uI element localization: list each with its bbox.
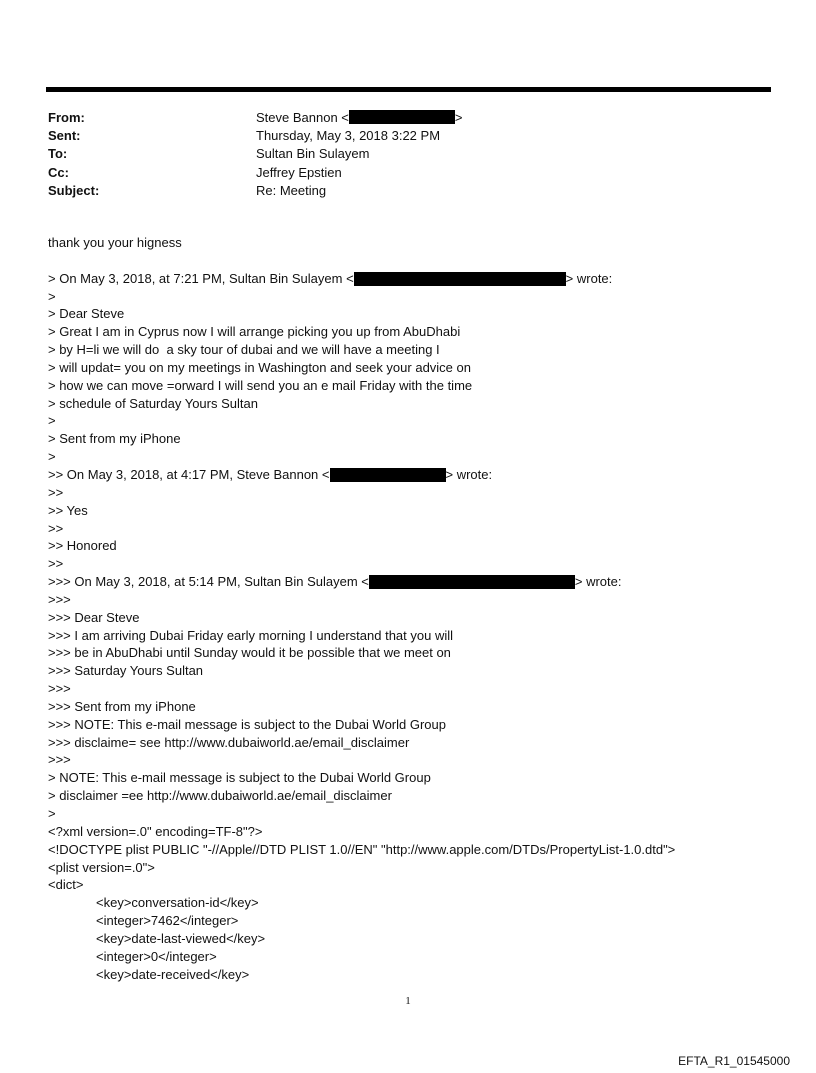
cc-row: [48, 163, 768, 181]
blank-line: [48, 252, 788, 270]
quote-header-2: [48, 466, 788, 484]
quote-header-2-end: > wrote:: [445, 466, 493, 482]
from-close: >: [454, 109, 463, 125]
body-line: >>> disclaime= see http://www.dubaiworld.ae/email_disclaimer: [48, 734, 410, 750]
body-line: >>> be in AbuDhabi until Sunday would it be possible that we meet on: [48, 645, 451, 661]
body-line: >: [48, 449, 56, 465]
body-line: > disclaimer =ee http://www.dubaiworld.ae/email_disclaimer: [48, 788, 392, 804]
xml-line: <integer>0</integer>: [96, 948, 217, 964]
sent-row: [48, 126, 768, 144]
quote-header-1: [48, 270, 788, 288]
from-row: [48, 108, 768, 126]
body-line: >>> Saturday Yours Sultan: [48, 663, 204, 679]
xml-line: <dict>: [48, 877, 84, 893]
subject-row: [48, 182, 768, 200]
redaction-box: [369, 575, 575, 589]
body-line: >>> Dear Steve: [48, 609, 140, 625]
body-line: >>: [48, 556, 64, 572]
body-line: >> Yes: [48, 502, 88, 518]
xml-line: <integer>7462</integer>: [96, 913, 239, 929]
subject-value: Re: Meeting: [256, 183, 327, 199]
body-line: >>: [48, 484, 64, 500]
page-number: 1: [405, 995, 411, 1007]
body-line: >: [48, 806, 56, 821]
body-line: > Dear Steve: [48, 306, 125, 322]
body-line: >>> I am arriving Dubai Friday early morning I understand that you will: [48, 627, 453, 643]
redaction-box: [354, 272, 566, 286]
quote-header-1-end: > wrote:: [565, 270, 613, 286]
body-line: >>>: [48, 681, 71, 697]
body-line: > will updat= you on my meetings in Washington and seek your advice on: [48, 359, 471, 375]
to-value: Sultan Bin Sulayem: [256, 146, 370, 162]
cc-label: Cc:: [48, 164, 69, 180]
body-line: >: [48, 413, 56, 429]
quote-header-3-text: >>> On May 3, 2018, at 5:14 PM, Sultan Bin Sulayem <: [48, 574, 369, 590]
quote-header-2-text: >> On May 3, 2018, at 4:17 PM, Steve Bannon <: [48, 466, 330, 482]
body-line: >>> Sent from my iPhone: [48, 698, 196, 714]
xml-line: <key>conversation-id</key>: [96, 895, 259, 911]
greeting: thank you your higness: [48, 235, 182, 250]
quote-header-3: [48, 573, 788, 591]
body-line: > Great I am in Cyprus now I will arrange picking you up from AbuDhabi: [48, 324, 461, 340]
header-rule: [46, 87, 771, 92]
to-row: [48, 145, 768, 163]
body-line: >: [48, 288, 56, 304]
quote-header-1-text: > On May 3, 2018, at 7:21 PM, Sultan Bin Sulayem <: [48, 270, 354, 286]
body-line: >>>: [48, 752, 71, 768]
body-line: > schedule of Saturday Yours Sultan: [48, 395, 258, 411]
xml-line: <plist version=.0">: [48, 859, 155, 875]
from-label: From:: [48, 109, 85, 125]
body-line: >>> NOTE: This e-mail message is subject to the Dubai World Group: [48, 716, 446, 732]
email-header: [48, 108, 768, 200]
body-line: > NOTE: This e-mail message is subject to the Dubai World Group: [48, 770, 431, 786]
sent-label: Sent:: [48, 128, 81, 144]
body-line: > Sent from my iPhone: [48, 431, 181, 447]
cc-value: Jeffrey Epstien: [256, 164, 342, 180]
xml-line: <!DOCTYPE plist PUBLIC "-//Apple//DTD PLIST 1.0//EN" "http://www.apple.com/DTDs/PropertyList-1.0.dtd">: [48, 841, 676, 857]
subject-label: Subject:: [48, 183, 100, 199]
body-line: >>: [48, 520, 64, 536]
to-label: To:: [48, 146, 68, 162]
redaction-box: [330, 468, 446, 482]
document-id: EFTA_R1_01545000: [678, 1054, 790, 1068]
redaction-box: [349, 110, 455, 124]
xml-line: <key>date-last-viewed</key>: [96, 930, 266, 946]
from-name: Steve Bannon <: [256, 109, 349, 125]
xml-line: <?xml version=.0" encoding=TF-8"?>: [48, 823, 263, 839]
body-line: >> Honored: [48, 538, 117, 554]
sent-value: Thursday, May 3, 2018 3:22 PM: [256, 128, 441, 144]
body-line: > how we can move =orward I will send you an e mail Friday with the time: [48, 377, 473, 393]
from-value: [256, 110, 462, 125]
email-body: [48, 234, 788, 983]
body-line: > by H=li we will do a sky tour of dubai and we will have a meeting I: [48, 342, 440, 358]
quote-header-3-end: > wrote:: [574, 574, 622, 590]
body-line: >>>: [48, 591, 71, 607]
xml-line: <key>date-received</key>: [96, 966, 250, 982]
